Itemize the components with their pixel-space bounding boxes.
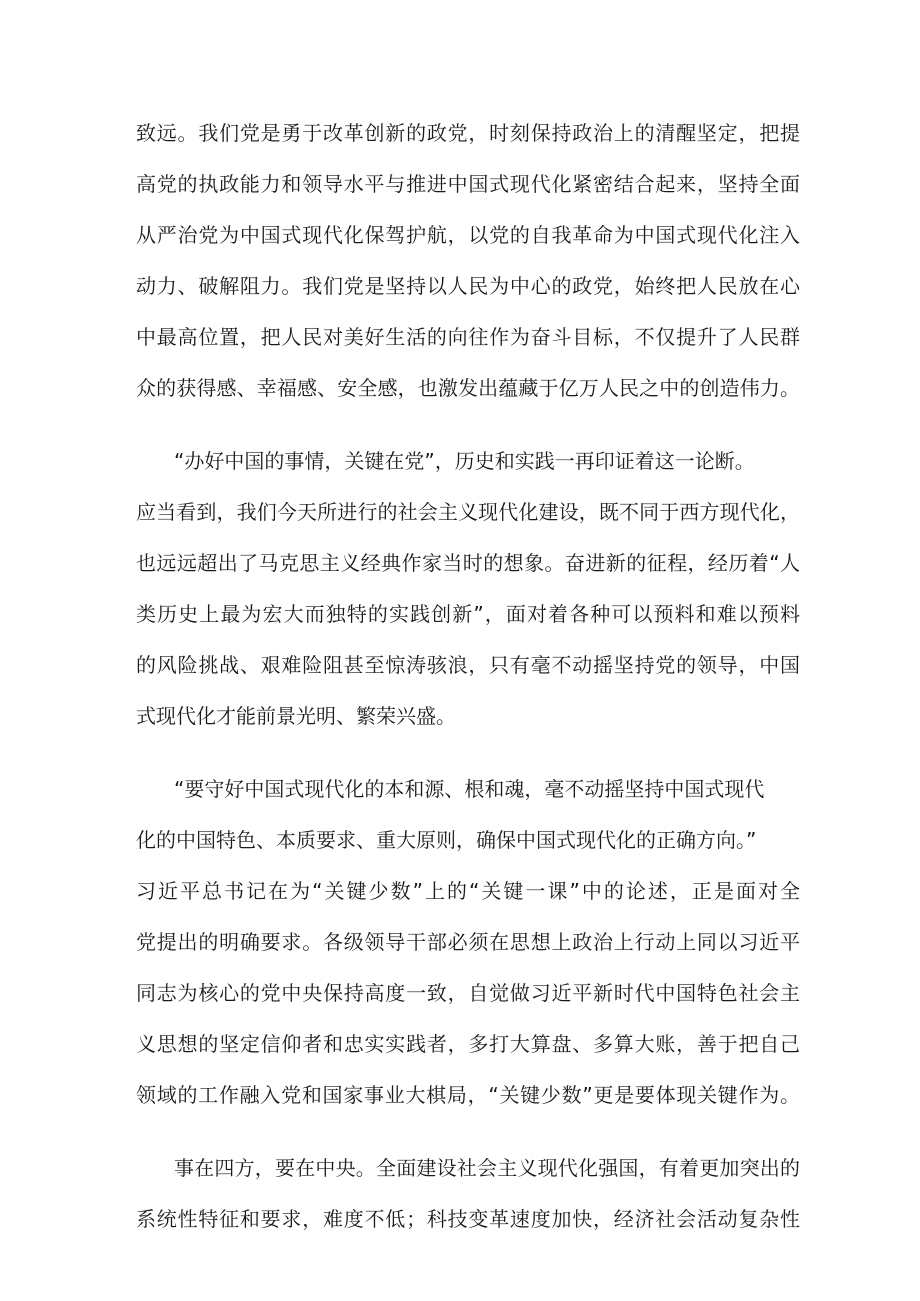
text-line: “办好中国的事情，关键在党”，历史和实践一再印证着这一论断。 bbox=[174, 449, 755, 473]
text-line: 习近平总书记在为“关键少数”上的“关键一课”中的论述，正是面对全 bbox=[136, 879, 800, 903]
text-line: 化的中国特色、本质要求、重大原则，确保中国式现代化的正确方向。” bbox=[136, 828, 757, 852]
text-line: 事在四方，要在中央。全面建设社会主义现代化强国，有着更加突出的 bbox=[174, 1156, 800, 1180]
text-line: 动力、破解阻力。我们党是坚持以人民为中心的政党，始终把人民放在心 bbox=[136, 274, 800, 298]
text-line: 领域的工作融入党和国家事业大棋局，“关键少数”更是要体现关键作为。 bbox=[136, 1083, 800, 1107]
text-line: 也远远超出了马克思主义经典作家当时的想象。奋进新的征程，经历着“人 bbox=[136, 551, 800, 575]
text-line: 党提出的明确要求。各级领导干部必须在思想上政治上行动上同以习近平 bbox=[136, 930, 800, 954]
text-line: 中最高位置，把人民对美好生活的向往作为奋斗目标，不仅提升了人民群 bbox=[136, 325, 800, 349]
text-line: 义思想的坚定信仰者和忠实实践者，多打大算盘、多算大账，善于把自己 bbox=[136, 1032, 800, 1056]
text-line: 众的获得感、幸福感、安全感，也激发出蕴藏于亿万人民之中的创造伟力。 bbox=[136, 376, 800, 400]
text-line: 的风险挑战、艰难险阻甚至惊涛骇浪，只有毫不动摇坚持党的领导，中国 bbox=[136, 653, 800, 677]
text-line: 致远。我们党是勇于改革创新的政党，时刻保持政治上的清醒坚定，把提 bbox=[136, 121, 800, 145]
text-line: 类历史上最为宏大而独特的实践创新”，面对着各种可以预料和难以预料 bbox=[136, 602, 800, 626]
text-line: 应当看到，我们今天所进行的社会主义现代化建设，既不同于西方现代化， bbox=[136, 500, 800, 524]
text-line: 系统性特征和要求，难度不低；科技变革速度加快，经济社会活动复杂性 bbox=[136, 1207, 800, 1231]
text-line: 从严治党为中国式现代化保驾护航，以党的自我革命为中国式现代化注入 bbox=[136, 223, 800, 247]
text-line: 同志为核心的党中央保持高度一致，自觉做习近平新时代中国特色社会主 bbox=[136, 981, 800, 1005]
text-line: “要守好中国式现代化的本和源、根和魂，毫不动摇坚持中国式现代 bbox=[174, 777, 765, 801]
text-line: 高党的执政能力和领导水平与推进中国式现代化紧密结合起来，坚持全面 bbox=[136, 172, 800, 196]
text-line: 式现代化才能前景光明、繁荣兴盛。 bbox=[136, 704, 456, 728]
